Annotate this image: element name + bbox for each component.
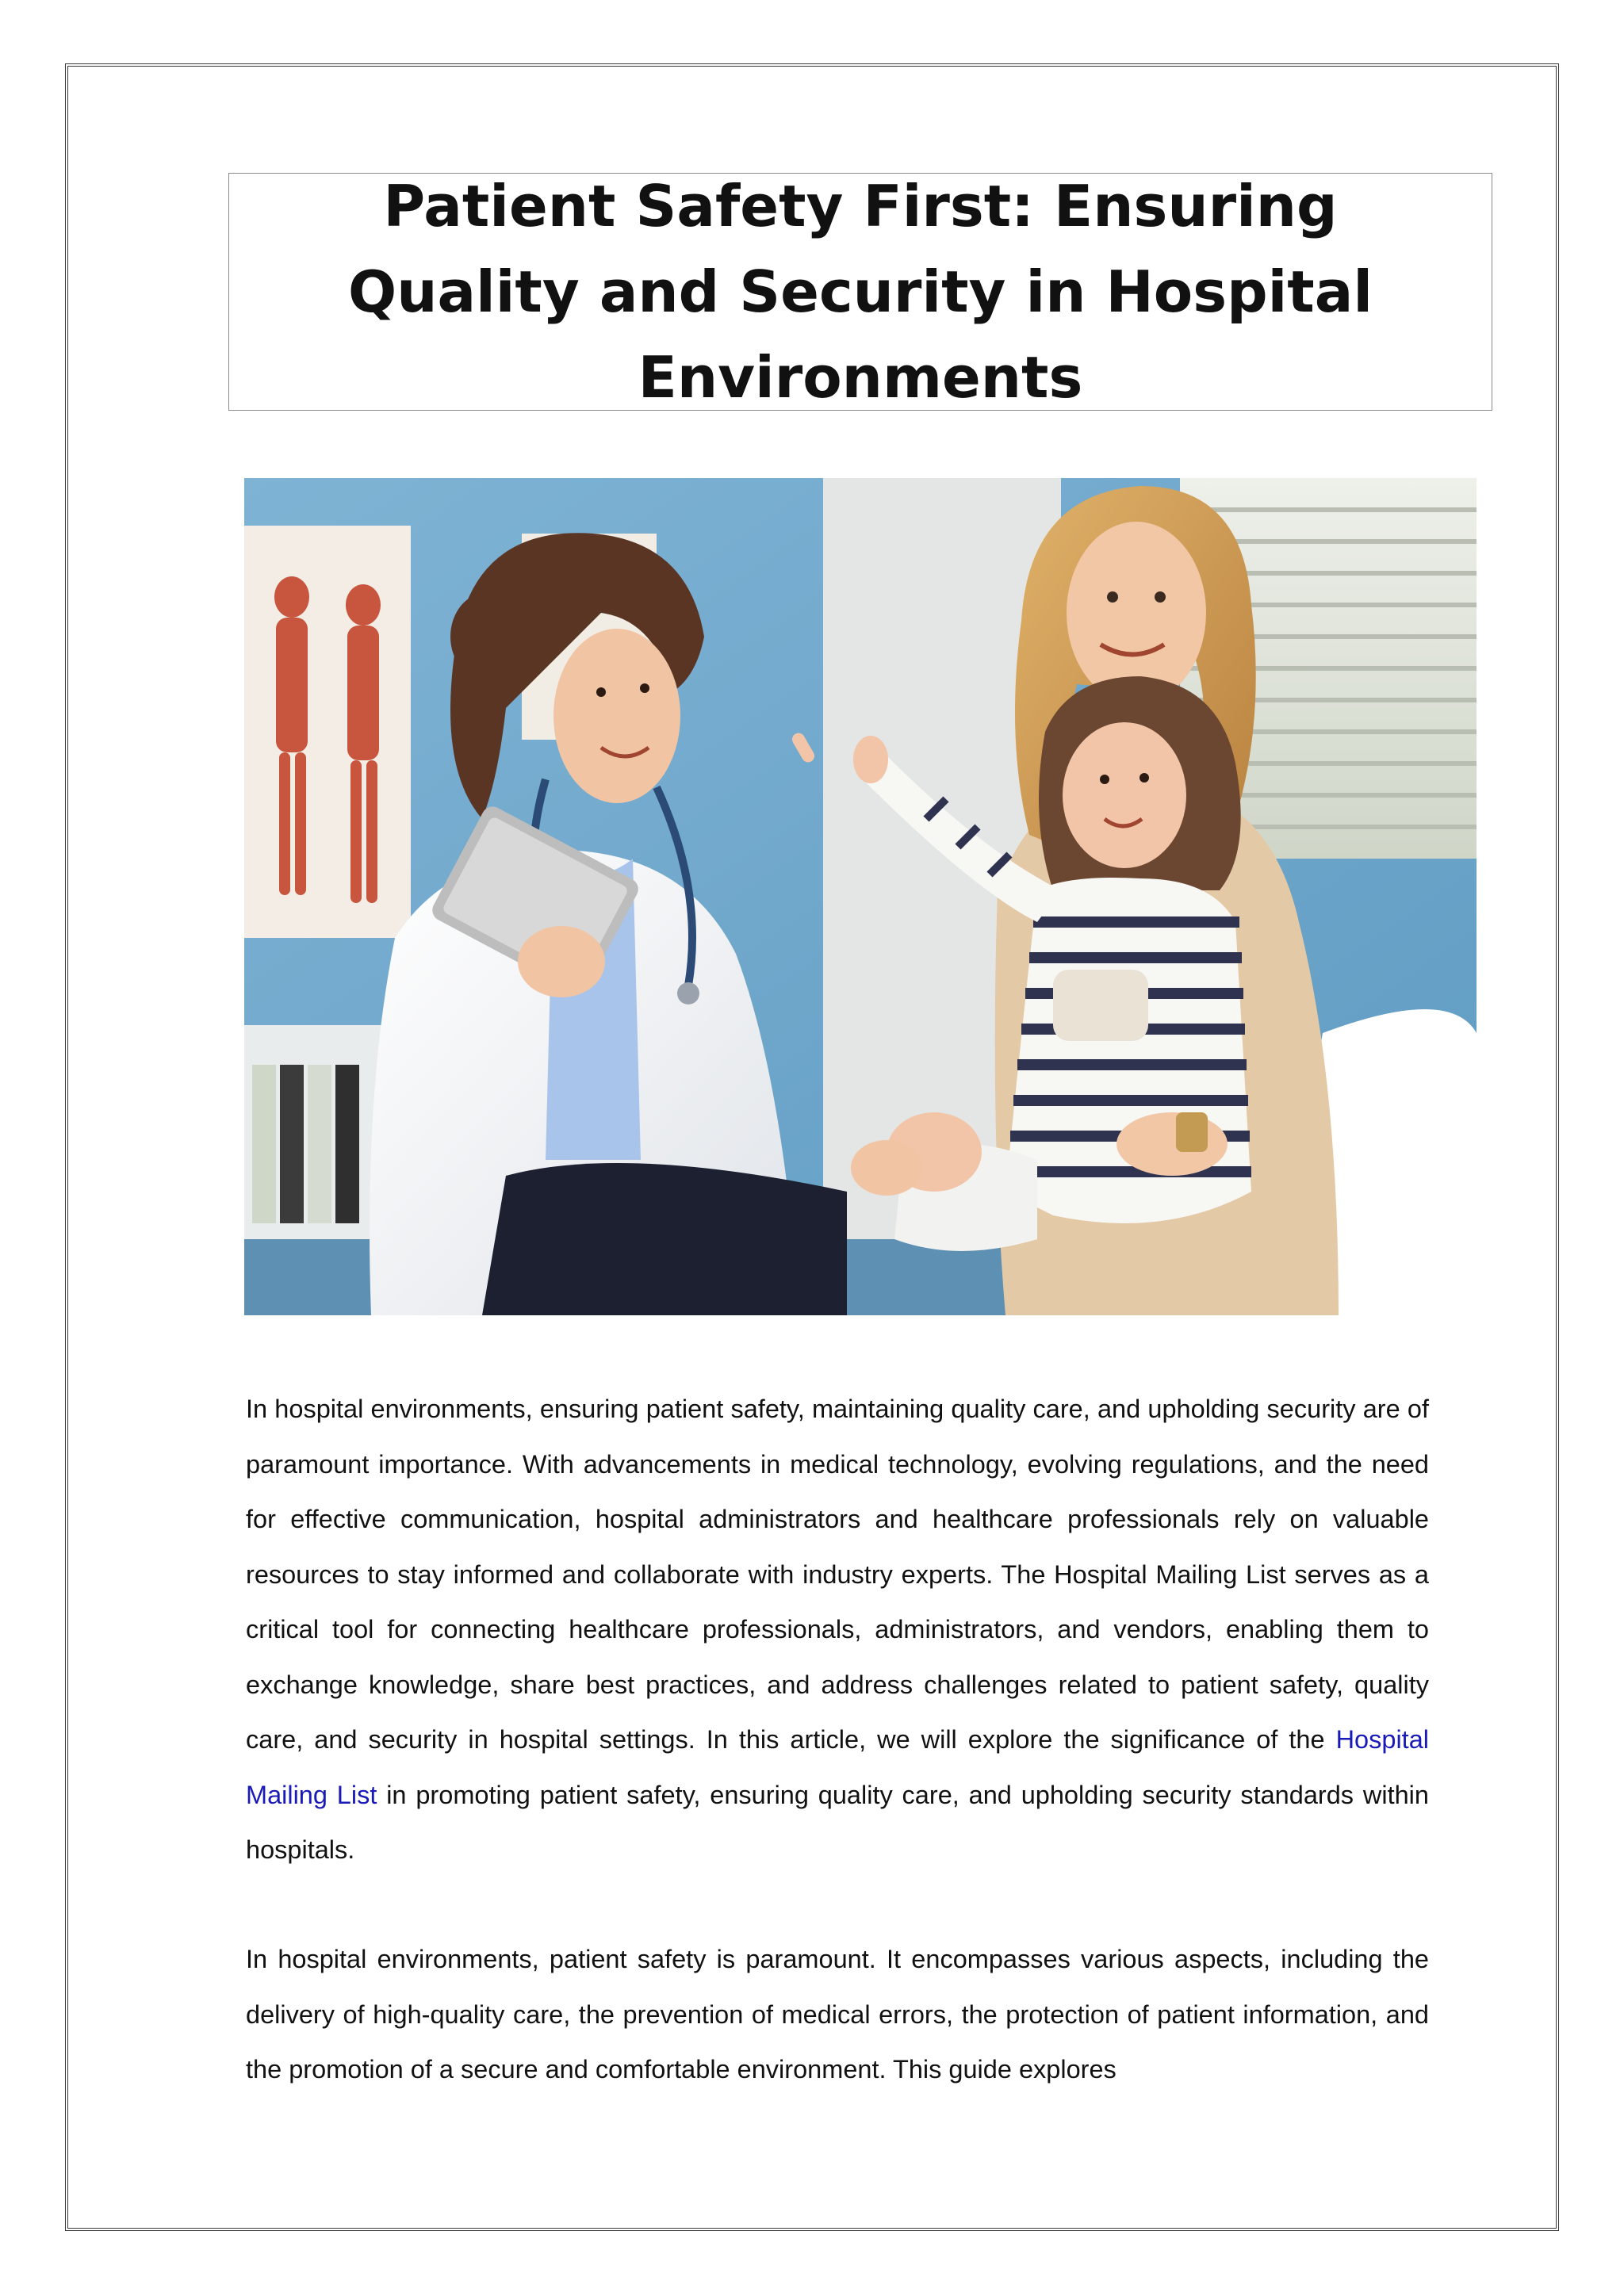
- page-title: Patient Safety First: Ensuring Quality and Security in Hospital Environments: [348, 173, 1373, 411]
- title-box: [228, 173, 1492, 411]
- hero-photo: [244, 478, 1477, 1315]
- second-paragraph: In hospital environments, patient safety is paramount. It encompasses various aspects, including the delivery of high-quality care, the prevention of medical errors, the protection of patient information, and the promotion of a secure and comfortable environment. This guide explores: [246, 1945, 1429, 2084]
- intro-text-after-link: in promoting patient safety, ensuring quality care, and upholding security standards within hospitals.: [246, 1780, 1429, 1864]
- hospital-mailing-list-link[interactable]: Hospital Mailing List: [246, 1725, 1429, 1809]
- intro-paragraph: [246, 1382, 1429, 1878]
- intro-text-before-link: In hospital environments, ensuring patient safety, maintaining quality care, and upholding security are of paramount importance. With advancements in medical technology, evolving regulations, and the need for effective communication, hospital administrators and healthcare professionals rely on valuable resources to stay informed and collaborate with industry experts. The Hospital Mailing List serves as a critical tool for connecting healthcare professionals, administrators, and vendors, enabling them to exchange knowledge, share best practices, and address challenges related to patient safety, quality care, and security in hospital settings. In this article, we will explore the significance of the: [246, 1395, 1429, 1754]
